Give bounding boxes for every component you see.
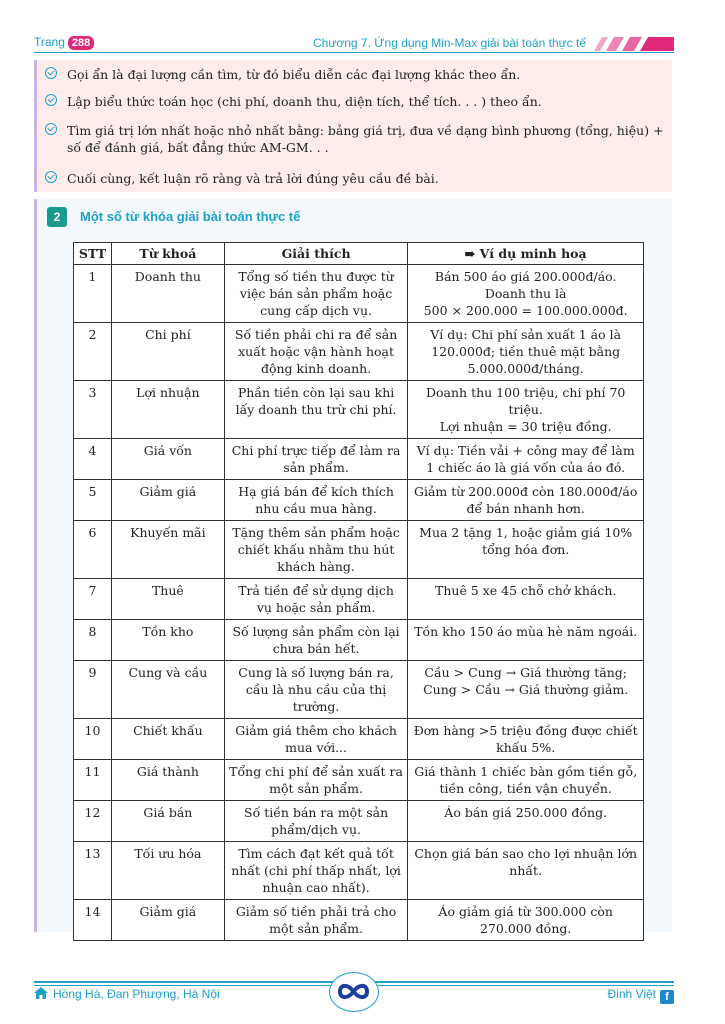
cell-explanation: Hạ giá bán để kích thích nhu cầu mua hàng. bbox=[224, 480, 408, 521]
page-label bbox=[34, 35, 94, 50]
table-row bbox=[74, 265, 644, 323]
cell-keyword: Doanh thu bbox=[111, 265, 224, 323]
table-row bbox=[74, 801, 644, 842]
table-row bbox=[74, 719, 644, 760]
cell-stt: 5 bbox=[74, 480, 112, 521]
check-circle-icon bbox=[45, 67, 57, 79]
cell-keyword: Lợi nhuận bbox=[111, 381, 224, 439]
header-stt: STT bbox=[74, 243, 112, 265]
bullet-text: Tìm giá trị lớn nhất hoặc nhỏ nhất bằng: bảng giá trị, đưa về dạng bình phương (tổng, hiệu) + số để đánh giá, bất đẳng thức AM-GM. . . bbox=[67, 123, 664, 155]
bullet-text: Gọi ẩn là đại lượng cần tìm, từ đó biểu diễn các đại lượng khác theo ẩn. bbox=[67, 67, 521, 82]
cell-keyword: Giá bán bbox=[111, 801, 224, 842]
table-row bbox=[74, 620, 644, 661]
cell-example: Giá thành 1 chiếc bàn gồm tiền gỗ, tiền công, tiền vận chuyển. bbox=[408, 760, 644, 801]
footer-author bbox=[608, 987, 674, 1004]
cell-keyword: Giảm giá bbox=[111, 480, 224, 521]
table-row bbox=[74, 521, 644, 579]
bullet-item bbox=[67, 66, 667, 83]
section-number-badge: 2 bbox=[47, 207, 67, 227]
cell-explanation: Số tiền bán ra một sản phẩm/dịch vụ. bbox=[224, 801, 408, 842]
check-circle-icon bbox=[45, 123, 57, 135]
cell-keyword: Cung và cầu bbox=[111, 661, 224, 719]
cell-example: Tồn kho 150 áo mùa hè năm ngoái. bbox=[408, 620, 644, 661]
cell-example: Áo giảm giá từ 300.000 còn 270.000 đồng. bbox=[408, 900, 644, 941]
table-row bbox=[74, 900, 644, 941]
address-text: Hồng Hà, Đan Phượng, Hà Nội bbox=[53, 987, 220, 1001]
cell-stt: 14 bbox=[74, 900, 112, 941]
cell-stt: 1 bbox=[74, 265, 112, 323]
table-row bbox=[74, 661, 644, 719]
cell-stt: 4 bbox=[74, 439, 112, 480]
cell-stt: 10 bbox=[74, 719, 112, 760]
bullet-text: Cuối cùng, kết luận rõ ràng và trả lời đúng yêu cầu đề bài. bbox=[67, 171, 439, 186]
cell-explanation: Giảm số tiền phải trả cho một sản phẩm. bbox=[224, 900, 408, 941]
cell-stt: 3 bbox=[74, 381, 112, 439]
table-row bbox=[74, 579, 644, 620]
cell-example: Bán 500 áo giá 200.000đ/áo. Doanh thu là 500 × 200.000 = 100.000.000đ. bbox=[408, 265, 644, 323]
bullet-item bbox=[67, 170, 667, 187]
check-circle-icon bbox=[45, 171, 57, 183]
table-row bbox=[74, 439, 644, 480]
infinity-logo bbox=[329, 972, 379, 1012]
cell-example: Doanh thu 100 triệu, chi phí 70 triệu. Lợi nhuận = 30 triệu đồng. bbox=[408, 381, 644, 439]
chapter-title: Chương 7. Ứng dụng Min-Max giải bài toán thực tế bbox=[313, 36, 586, 50]
page-header bbox=[34, 33, 674, 55]
cell-stt: 9 bbox=[74, 661, 112, 719]
cell-explanation: Trả tiền để sử dụng dịch vụ hoặc sản phẩm. bbox=[224, 579, 408, 620]
section-title: Một số từ khóa giải bài toán thực tế bbox=[80, 209, 301, 224]
cell-example: Đơn hàng >5 triệu đồng được chiết khấu 5%. bbox=[408, 719, 644, 760]
table-row bbox=[74, 760, 644, 801]
cell-keyword: Khuyến mãi bbox=[111, 521, 224, 579]
cell-keyword: Thuê bbox=[111, 579, 224, 620]
cell-explanation: Chi phí trực tiếp để làm ra sản phẩm. bbox=[224, 439, 408, 480]
check-circle-icon bbox=[45, 94, 57, 106]
table-row bbox=[74, 323, 644, 381]
table-row bbox=[74, 480, 644, 521]
cell-stt: 8 bbox=[74, 620, 112, 661]
cell-example: Ví dụ: Chi phí sản xuất 1 áo là 120.000đ; tiền thuê mặt bằng 5.000.000đ/tháng. bbox=[408, 323, 644, 381]
cell-stt: 11 bbox=[74, 760, 112, 801]
table-body bbox=[74, 265, 644, 941]
cell-example: Giảm từ 200.000đ còn 180.000đ/áo để bán nhanh hơn. bbox=[408, 480, 644, 521]
table-row bbox=[74, 842, 644, 900]
cell-explanation: Số lượng sản phẩm còn lại chưa bán hết. bbox=[224, 620, 408, 661]
table-header-row bbox=[74, 243, 644, 265]
cell-example: Cầu > Cung → Giá thường tăng; Cung > Cầu → Giá thường giảm. bbox=[408, 661, 644, 719]
cell-example: Chọn giá bán sao cho lợi nhuận lớn nhất. bbox=[408, 842, 644, 900]
cell-explanation: Phần tiền còn lại sau khi lấy doanh thu trừ chi phí. bbox=[224, 381, 408, 439]
page-number-badge: 288 bbox=[68, 36, 94, 50]
cell-example: Áo bán giá 250.000 đồng. bbox=[408, 801, 644, 842]
cell-keyword: Tối ưu hóa bbox=[111, 842, 224, 900]
cell-explanation: Tìm cách đạt kết quả tốt nhất (chi phí thấp nhất, lợi nhuận cao nhất). bbox=[224, 842, 408, 900]
home-icon bbox=[34, 987, 48, 999]
table-row bbox=[74, 381, 644, 439]
cell-stt: 13 bbox=[74, 842, 112, 900]
cell-stt: 7 bbox=[74, 579, 112, 620]
bullet-item bbox=[67, 93, 667, 110]
cell-explanation: Cung là số lượng bán ra, cầu là nhu cầu của thị trường. bbox=[224, 661, 408, 719]
header-explanation: Giải thích bbox=[224, 243, 408, 265]
footer-address bbox=[34, 987, 220, 1001]
cell-example: Mua 2 tặng 1, hoặc giảm giá 10% tổng hóa đơn. bbox=[408, 521, 644, 579]
page-footer bbox=[34, 978, 674, 1008]
cell-keyword: Giảm giá bbox=[111, 900, 224, 941]
page-label-text: Trang bbox=[34, 35, 65, 49]
author-text: Đinh Việt bbox=[607, 987, 656, 1001]
cell-example: Thuê 5 xe 45 chỗ chở khách. bbox=[408, 579, 644, 620]
cell-keyword: Chi phí bbox=[111, 323, 224, 381]
header-example: ➠ Ví dụ minh hoạ bbox=[408, 243, 644, 265]
cell-explanation: Giảm giá thêm cho khách mua với... bbox=[224, 719, 408, 760]
cell-keyword: Tồn kho bbox=[111, 620, 224, 661]
bullet-text: Lập biểu thức toán học (chi phí, doanh thu, diện tích, thể tích. . . ) theo ẩn. bbox=[67, 94, 542, 109]
cell-stt: 6 bbox=[74, 521, 112, 579]
cell-explanation: Tổng số tiền thu được từ việc bán sản phẩm hoặc cung cấp dịch vụ. bbox=[224, 265, 408, 323]
header-rule bbox=[34, 52, 674, 54]
cell-explanation: Tặng thêm sản phẩm hoặc chiết khấu nhằm thu hút khách hàng. bbox=[224, 521, 408, 579]
cell-example: Ví dụ: Tiền vải + công may để làm 1 chiếc áo là giá vốn của áo đó. bbox=[408, 439, 644, 480]
keywords-table bbox=[73, 242, 644, 941]
facebook-icon[interactable]: f bbox=[660, 990, 674, 1004]
bullet-item bbox=[67, 122, 673, 156]
cell-keyword: Giá thành bbox=[111, 760, 224, 801]
cell-stt: 2 bbox=[74, 323, 112, 381]
cell-explanation: Số tiền phải chi ra để sản xuất hoặc vận hành hoạt động kinh doanh. bbox=[224, 323, 408, 381]
steps-box bbox=[34, 60, 672, 192]
header-keyword: Từ khoá bbox=[111, 243, 224, 265]
cell-stt: 12 bbox=[74, 801, 112, 842]
cell-explanation: Tổng chi phí để sản xuất ra một sản phẩm. bbox=[224, 760, 408, 801]
cell-keyword: Giá vốn bbox=[111, 439, 224, 480]
cell-keyword: Chiết khấu bbox=[111, 719, 224, 760]
infinity-icon bbox=[330, 973, 377, 1010]
header-stripes-decoration bbox=[590, 33, 674, 53]
